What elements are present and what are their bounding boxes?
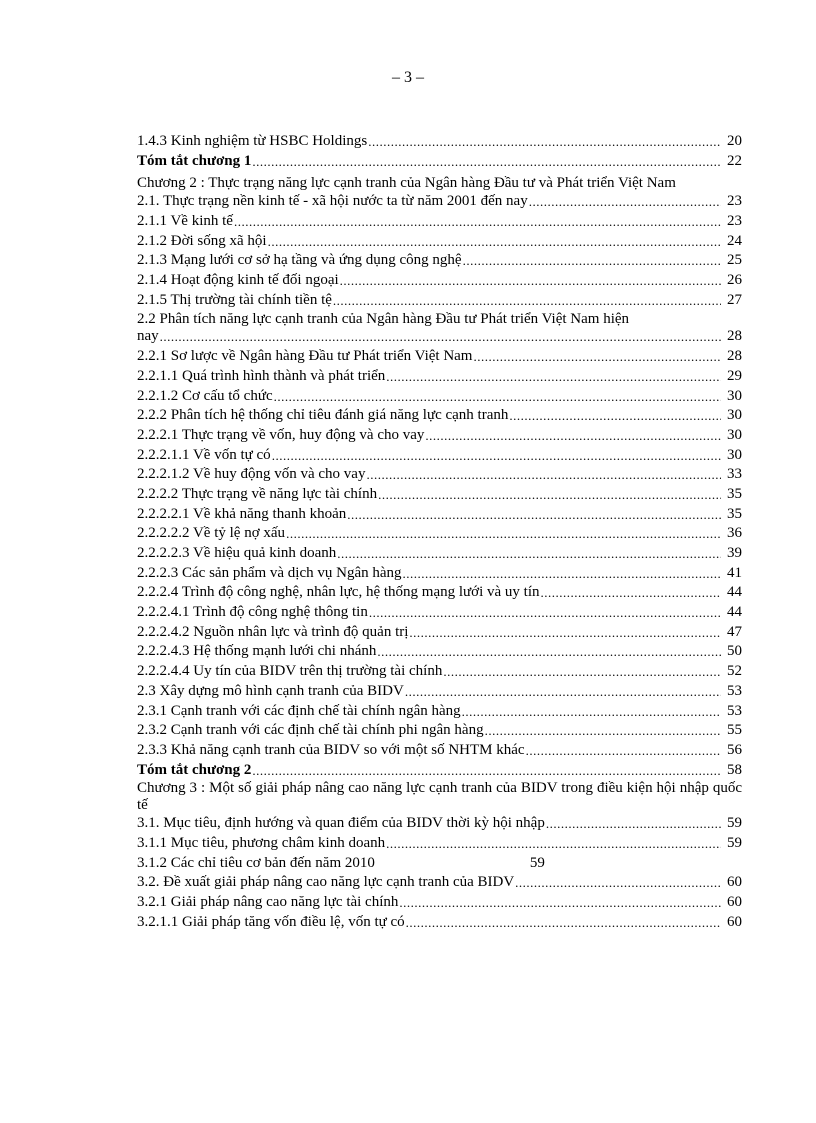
toc-page-number: 28 — [727, 348, 742, 365]
toc-entry-label: 2.2.2.1.2 Về huy động vốn và cho vay — [137, 466, 366, 483]
toc-entry[interactable] — [137, 913, 742, 933]
toc-page-number: 23 — [727, 213, 742, 230]
toc-entry[interactable] — [137, 834, 742, 854]
dot-leader — [463, 251, 721, 271]
dot-leader — [340, 271, 721, 291]
toc-entry[interactable] — [137, 623, 742, 643]
toc-page-number: 52 — [727, 663, 742, 680]
toc-entry-label: 2.2.2.2 Thực trạng về năng lực tài chính — [137, 485, 378, 502]
dot-leader — [272, 446, 721, 466]
toc-entry[interactable] — [137, 132, 742, 152]
toc-entry[interactable] — [137, 524, 742, 544]
toc-heading-text: Chương 2 : Thực trạng năng lực cạnh tranh của Ngân hàng Đầu tư và Phát triển Việt Nam — [137, 175, 676, 192]
dot-leader — [425, 426, 721, 446]
toc-entry[interactable] — [137, 406, 742, 426]
toc-page-number: 23 — [727, 193, 742, 210]
dot-leader — [406, 913, 721, 933]
dot-leader — [347, 505, 721, 525]
dot-leader — [541, 583, 722, 603]
toc-entry-label: 2.2.1.1 Quá trình hình thành và phát triển — [137, 367, 386, 384]
toc-entry[interactable] — [137, 505, 742, 525]
toc-entry-label: Tóm tắt chương 2 — [137, 761, 252, 778]
toc-entry[interactable] — [137, 426, 742, 446]
toc-heading-text: Chương 3 : Một số giải pháp nâng cao năng lực cạnh tranh của BIDV trong điều kiện hội nhập quốc tế — [137, 780, 742, 814]
toc-page-number: 20 — [727, 132, 742, 149]
toc-entry-label: 2.2.2.3 Các sản phẩm và dịch vụ Ngân hàng — [137, 564, 402, 581]
toc-page-number: 59 — [727, 815, 742, 832]
toc-page-number: 27 — [727, 291, 742, 308]
toc-entry-label: 2.2.1.2 Cơ cấu tổ chức — [137, 387, 273, 404]
dot-leader — [386, 367, 721, 387]
toc-heading-text: 2.2 Phân tích năng lực cạnh tranh của Ngân hàng Đầu tư Phát triển Việt Nam hiện — [137, 310, 630, 327]
toc-page-number: 47 — [727, 623, 742, 640]
toc-entry-label: 3.2. Đề xuất giải pháp nâng cao năng lực cạnh tranh của BIDV — [137, 874, 515, 891]
dot-leader — [409, 623, 721, 643]
toc-entry-label: 2.2.2.1.1 Về vốn tự có — [137, 446, 271, 463]
toc-page-number: 30 — [727, 426, 742, 443]
toc-entry-label: 2.1.2 Đời sống xã hội — [137, 232, 267, 249]
dot-leader — [274, 387, 721, 407]
toc-page-number: 35 — [727, 485, 742, 502]
toc-entry[interactable] — [137, 446, 742, 466]
toc-page-number: 60 — [727, 894, 742, 911]
toc-entry[interactable] — [137, 643, 742, 663]
toc-page-number: 41 — [727, 564, 742, 581]
toc-entry[interactable] — [137, 212, 742, 232]
toc-entry-label: 2.3 Xây dựng mô hình cạnh tranh của BIDV — [137, 682, 404, 699]
toc-page-number: 44 — [727, 604, 742, 621]
dot-leader — [403, 564, 721, 584]
toc-entry-label: 2.2.2 Phân tích hệ thống chỉ tiêu đánh giá năng lực cạnh tranh — [137, 407, 509, 424]
toc-heading — [137, 175, 742, 192]
toc-page-number: 29 — [727, 367, 742, 384]
toc-page-number: 25 — [727, 252, 742, 269]
dot-leader — [286, 524, 721, 544]
dot-leader — [473, 347, 721, 367]
dot-leader — [366, 465, 721, 485]
toc-page-number: 60 — [727, 874, 742, 891]
toc-entry[interactable] — [137, 465, 742, 485]
toc-page-number: 53 — [727, 682, 742, 699]
toc-entry-label: 2.2.2.2.2 Về tỷ lệ nợ xấu — [137, 525, 286, 542]
toc-entry-label: 2.2.2.4 Trình độ công nghệ, nhân lực, hệ thống mạng lưới và uy tín — [137, 584, 540, 601]
toc-entry-label: 3.1.1 Mục tiêu, phương châm kinh doanh — [137, 834, 386, 851]
toc-entry-label: 2.2.2.4.3 Hệ thống mạnh lưới chi nhánh — [137, 643, 377, 660]
toc-page-number: 35 — [727, 505, 742, 522]
toc-entry[interactable] — [137, 741, 742, 761]
toc-page-number: 60 — [727, 913, 742, 930]
toc-heading — [137, 311, 742, 328]
toc-entry-label: 3.2.1.1 Giải pháp tăng vốn điều lệ, vốn tự có — [137, 913, 405, 930]
dot-leader — [529, 192, 721, 212]
toc-entry[interactable] — [137, 603, 742, 623]
dot-leader — [485, 721, 721, 741]
toc-entry[interactable] — [137, 814, 742, 834]
toc-entry[interactable] — [137, 893, 742, 913]
toc-entry[interactable] — [137, 387, 742, 407]
toc-entry[interactable] — [137, 682, 742, 702]
toc-entry[interactable] — [137, 232, 742, 252]
toc-entry-label: 2.2.2.2.3 Về hiệu quả kinh doanh — [137, 545, 337, 562]
toc-entry[interactable] — [137, 347, 742, 367]
dot-leader — [369, 603, 721, 623]
toc-entry-label: 2.3.3 Khả năng cạnh tranh của BIDV so với một số NHTM khác — [137, 741, 525, 758]
toc-page-number: 44 — [727, 584, 742, 601]
toc-page-number: 33 — [727, 466, 742, 483]
toc-entry[interactable] — [137, 485, 742, 505]
toc-entry-label: 2.3.1 Cạnh tranh với các định chế tài chính ngân hàng — [137, 702, 461, 719]
page-number: – 3 – — [392, 69, 424, 86]
dot-leader — [405, 682, 721, 702]
dot-leader — [377, 642, 721, 662]
toc-entry-label: 3.1. Mục tiêu, định hướng và quan điểm của BIDV thời kỳ hội nhập — [137, 815, 545, 832]
toc-entry-label: 1.4.3 Kinh nghiệm từ HSBC Holdings — [137, 132, 368, 149]
toc-entry[interactable] — [137, 192, 742, 212]
dot-leader — [515, 873, 721, 893]
toc-page-number: 28 — [727, 328, 742, 345]
toc-entry-label: 3.2.1 Giải pháp nâng cao năng lực tài chính — [137, 894, 399, 911]
toc-page-number: 39 — [727, 545, 742, 562]
dot-leader — [337, 544, 721, 564]
toc-entry[interactable] — [137, 702, 742, 722]
dot-leader — [252, 152, 721, 172]
toc-entry-label: 2.2.2.4.2 Nguồn nhân lực và trình độ quản trị — [137, 623, 409, 640]
toc-page-number: 30 — [727, 446, 742, 463]
toc-heading — [137, 780, 742, 814]
toc-entry[interactable] — [137, 544, 742, 564]
toc-entry-label: 2.2.2.1 Thực trạng về vốn, huy động và cho vay — [137, 426, 425, 443]
toc-page-number: 24 — [727, 232, 742, 249]
toc-entry[interactable] — [137, 367, 742, 387]
toc-entry-label: 2.2.2.2.1 Về khả năng thanh khoản — [137, 505, 347, 522]
toc-entry[interactable] — [137, 291, 742, 311]
toc-page-number: 55 — [727, 722, 742, 739]
toc-entry[interactable] — [137, 662, 742, 682]
toc-page-number: 30 — [727, 407, 742, 424]
dot-leader — [378, 485, 721, 505]
dot-leader — [234, 212, 721, 232]
toc-entry-label: Tóm tắt chương 1 — [137, 152, 252, 169]
toc-page-number: 36 — [727, 525, 742, 542]
toc-entry-label: 2.3.2 Cạnh tranh với các định chế tài chính phi ngân hàng — [137, 722, 484, 739]
toc-entry[interactable] — [137, 761, 742, 781]
toc-entry-label: 2.1.3 Mạng lưới cơ sở hạ tầng và ứng dụng công nghệ — [137, 252, 462, 269]
toc-page-number: 58 — [727, 761, 742, 778]
dot-leader — [546, 814, 721, 834]
toc-entry[interactable] — [137, 583, 742, 603]
toc-page-number: 22 — [727, 152, 742, 169]
dot-leader — [333, 291, 721, 311]
toc-entry[interactable] — [137, 854, 742, 874]
toc-page-number: 59 — [529, 854, 545, 871]
dot-leader — [368, 132, 721, 152]
toc-page-number: 50 — [727, 643, 742, 660]
toc-page-number: 53 — [727, 702, 742, 719]
toc-entry[interactable] — [137, 152, 742, 172]
dot-leader — [399, 893, 721, 913]
table-of-contents — [137, 132, 742, 932]
toc-page-number: 26 — [727, 272, 742, 289]
toc-entry-label: nay — [137, 328, 159, 345]
dot-leader — [526, 741, 721, 761]
toc-entry-label: 2.2.1 Sơ lược về Ngân hàng Đầu tư Phát triển Việt Nam — [137, 348, 473, 365]
toc-page-number: 59 — [727, 834, 742, 851]
toc-entry-label: 2.1.1 Về kinh tế — [137, 213, 233, 230]
toc-entry[interactable] — [137, 873, 742, 893]
dot-leader — [160, 327, 721, 347]
dot-leader — [509, 406, 721, 426]
dot-leader — [252, 761, 721, 781]
toc-page-number: 30 — [727, 387, 742, 404]
toc-entry-label: 2.2.2.4.1 Trình độ công nghệ thông tin — [137, 604, 368, 621]
toc-entry-label: 2.2.2.4.4 Uy tín của BIDV trên thị trường tài chính — [137, 663, 443, 680]
toc-entry[interactable] — [137, 251, 742, 271]
toc-entry[interactable] — [137, 271, 742, 291]
toc-entry-label: 2.1. Thực trạng nền kinh tế - xã hội nước ta từ năm 2001 đến nay — [137, 193, 528, 210]
toc-entry[interactable] — [137, 564, 742, 584]
toc-entry[interactable] — [137, 721, 742, 741]
dot-leader — [443, 662, 721, 682]
toc-page-number: 56 — [727, 741, 742, 758]
toc-entry-label: 2.1.5 Thị trường tài chính tiền tệ — [137, 291, 332, 308]
dot-leader — [386, 834, 721, 854]
dot-leader — [268, 232, 721, 252]
toc-entry-label: 2.1.4 Hoạt động kinh tế đối ngoại — [137, 272, 339, 289]
toc-entry-label: 3.1.2 Các chỉ tiêu cơ bản đến năm 2010 — [137, 854, 375, 871]
dot-leader — [462, 702, 721, 722]
toc-entry[interactable] — [137, 328, 742, 348]
